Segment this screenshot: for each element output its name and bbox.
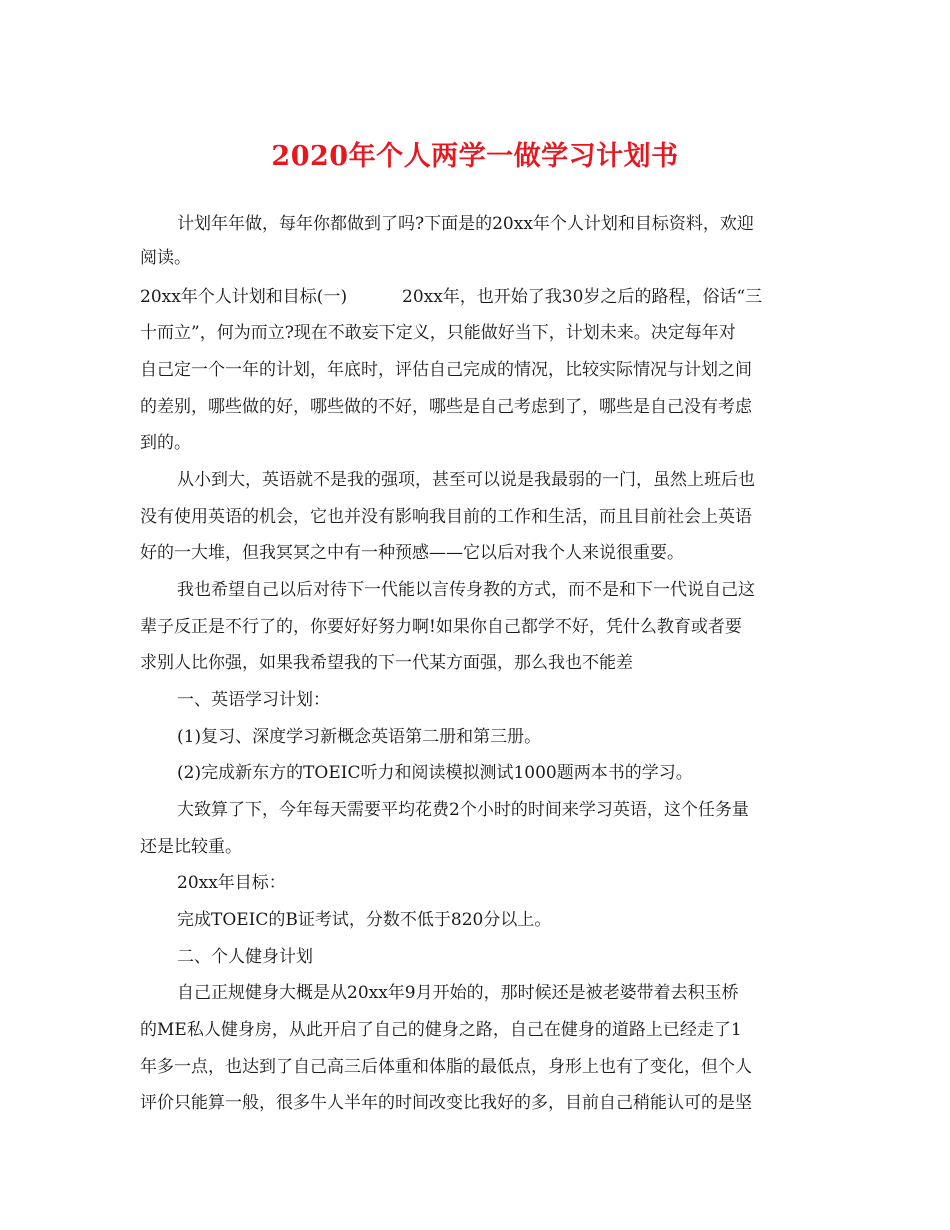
text-line: 好的一大堆，但我冥冥之中有一种预感——它以后对我个人来说很重要。 bbox=[140, 543, 684, 563]
text-line: 我也希望自己以后对待下一代能以言传身教的方式，而不是和下一代说自己这 bbox=[177, 580, 755, 600]
text-line: 还是比较重。 bbox=[140, 837, 242, 857]
text-line: 一、英语学习计划： bbox=[177, 690, 330, 710]
text-line: 自己定一个一年的计划，年底时，评估自己完成的情况，比较实际情况与计划之间 bbox=[140, 360, 752, 380]
text-line: 20xx年个人计划和目标(一) bbox=[140, 287, 348, 307]
text-line: 自己正规健身大概是从20xx年9月开始的，那时候还是被老婆带着去积玉桥 bbox=[177, 983, 739, 1003]
text-line: 大致算了下，今年每天需要平均花费2个小时的时间来学习英语，这个任务量 bbox=[177, 800, 749, 820]
text-line: 完成TOEIC的B证考试，分数不低于820分以上。 bbox=[177, 910, 552, 930]
text-line: 阅读。 bbox=[140, 248, 191, 268]
text-line: 的ME私人健身房，从此开启了自己的健身之路，自己在健身的道路上已经走了1 bbox=[140, 1020, 742, 1040]
text-line: 20xx年，也开始了我30岁之后的路程，俗话“三 bbox=[402, 287, 763, 307]
text-line: 的差别，哪些做的好，哪些做的不好，哪些是自己考虑到了，哪些是自己没有考虑 bbox=[140, 397, 752, 417]
text-line: 二、个人健身计划 bbox=[177, 947, 313, 967]
text-line: 20xx年目标： bbox=[177, 873, 286, 893]
text-line: 辈子反正是不行了的，你要好好努力啊!如果你自己都学不好，凭什么教育或者要 bbox=[140, 617, 742, 637]
document-title: 2020年个人两学一做学习计划书 bbox=[271, 141, 679, 172]
text-line: (2)完成新东方的TOEIC听力和阅读模拟测试1000题两本书的学习。 bbox=[177, 763, 693, 783]
text-line: 评价只能算一般，很多牛人半年的时间改变比我好的多，目前自己稍能认可的是坚 bbox=[140, 1093, 752, 1113]
text-line: (1)复习、深度学习新概念英语第二册和第三册。 bbox=[177, 727, 542, 747]
text-line: 年多一点，也达到了自己高三后体重和体脂的最低点，身形上也有了变化，但个人 bbox=[140, 1057, 752, 1077]
text-line: 到的。 bbox=[140, 433, 191, 453]
text-line: 没有使用英语的机会，它也并没有影响我目前的工作和生活，而且目前社会上英语 bbox=[140, 507, 752, 527]
text-line: 十而立”，何为而立?现在不敢妄下定义，只能做好当下，计划未来。决定每年对 bbox=[140, 323, 736, 343]
text-line: 从小到大，英语就不是我的强项，甚至可以说是我最弱的一门，虽然上班后也 bbox=[177, 470, 755, 490]
text-line: 求别人比你强，如果我希望我的下一代某方面强，那么我也不能差 bbox=[140, 653, 633, 673]
text-line: 计划年年做，每年你都做到了吗?下面是的20xx年个人计划和目标资料，欢迎 bbox=[177, 214, 754, 234]
